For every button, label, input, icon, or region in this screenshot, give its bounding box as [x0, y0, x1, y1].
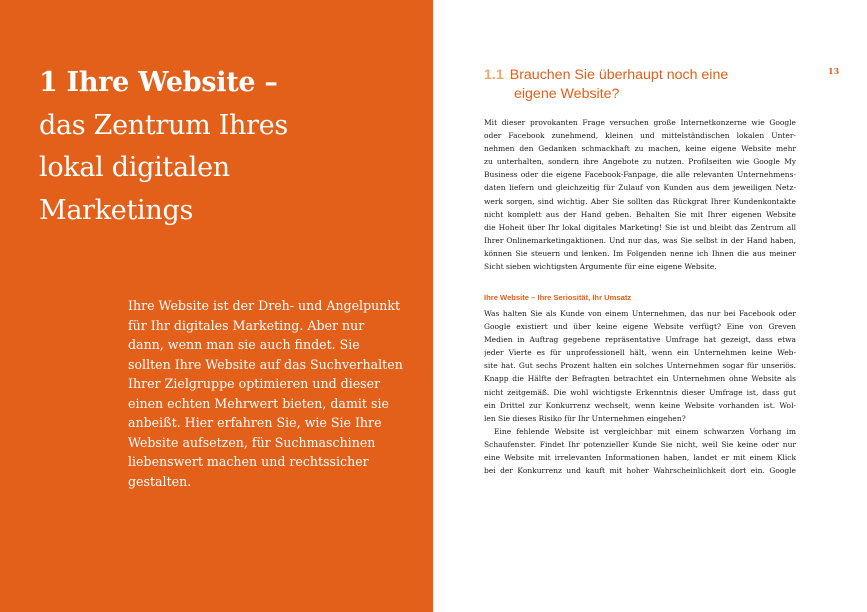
intro-line: dann, wenn man sie auch findet. Sie [128, 337, 360, 353]
intro-line: liebenswert machen und rechtssicher [128, 454, 369, 470]
intro-line: anbeißt. Hier erfahren Sie, wie Sie Ihre [128, 415, 382, 431]
page-number: 13 [828, 66, 840, 76]
body-line: nicht komplett aus der Hand geben. Behalten Sie mit Ihrer eigenen Website [484, 209, 796, 219]
chapter-title-line-3: lokal digitalen [39, 152, 230, 183]
body-line: eine Website mit irrelevanten Informationen haben, landet er mit einem Klick [484, 453, 796, 463]
left-page [0, 0, 433, 612]
subheading-block [484, 291, 796, 304]
body-line: oder Facebook zunehmend, kleinen und mittelständischen lokalen Unter- [484, 131, 796, 141]
body-line: jeder Vierte es für unprofessionell hält, wenn ein Unternehmen keine Web- [484, 348, 796, 358]
body-line: daten liefern und gleichzeitig für Zulauf von Kunden aus dem jeweiligen Netz- [484, 183, 796, 193]
intro-line: Website aufsetzen, für Suchmaschinen [128, 434, 376, 450]
body-paragraph-2 [484, 307, 796, 477]
chapter-title-line-2: das Zentrum Ihres [39, 109, 288, 141]
section-heading-line-1: 1.1 Brauchen Sie überhaupt noch eine [484, 67, 729, 83]
chapter-title-line-4: Marketings [39, 194, 194, 226]
body-line: nehmen den Gedanken schmackhaft zu machen, keine eigene Website mehr [484, 144, 796, 154]
intro-line: für Ihr digitales Marketing. Aber nur [128, 317, 365, 333]
body-line: Schaufenster. Findet Ihr potenzieller Kunde Sie nicht, weil Sie keine oder nur [484, 439, 796, 449]
intro-line: sollten Ihre Website auf das Suchverhalten [128, 356, 403, 372]
section-heading [484, 66, 804, 103]
body-line: Was halten Sie als Kunde von einem Unternehmen, das nur bei Facebook oder [484, 309, 796, 318]
body-line: Medien in Auftrag gegebene repräsentative Umfrage hat gezeigt, dass etwa [484, 335, 796, 345]
section-heading-line-2: eigene Website? [514, 85, 620, 102]
chapter-title-line-1: 1 Ihre Website – [39, 67, 278, 98]
body-line: zu unterhalten, sondern ihre Angebote zu nutzen. Profilseiten wie Google My [484, 157, 796, 167]
body-line: werk sorgen, sind wichtig. Aber Sie sollten das Rückgrat Ihrer Kundenkontakte [484, 196, 796, 206]
intro-line: Ihrer Zielgruppe optimieren und dieser [128, 376, 381, 392]
body-line: die Hoheit über Ihr lokal digitales Marketing! Sie ist und bleibt das Zentrum all [484, 222, 796, 232]
body-line: site hat. Gut sechs Prozent halten ein solches Unternehmen sogar für unseriös. [484, 361, 796, 371]
body-line: Eine fehlende Website ist vergleichbar mit einem schwarzen Vorhang im [494, 426, 796, 436]
intro-line: einen echten Mehrwert bieten, damit sie [128, 395, 389, 411]
body-line: Knapp die Hälfte der Befragten betrachtet ein Unternehmen ohne Website als [484, 374, 796, 384]
body-line: ein Drittel zur Konkurrenz wechselt, wenn keine Website vorhanden ist. Wol- [484, 400, 796, 410]
body-line: Ihrer Onlinemarketingaktionen. Und nur das, was Sie selbst in der Hand haben, [484, 235, 796, 245]
body-line: Business oder die eigene Facebook-Fanpage, die alle relevanten Unternehmens- [484, 170, 796, 180]
body-line: können Sie steuern und lenken. Im Folgenden nenne ich Ihnen die aus meiner [484, 248, 796, 258]
chapter-number: 1 [39, 67, 58, 98]
section-number: 1.1 [484, 67, 504, 83]
subheading: Ihre Website – Ihre Seriosität, Ihr Umsatz [484, 293, 632, 302]
body-line: Google existiert und über keine eigene Website verfügt? Eine von Greven [484, 322, 796, 332]
chapter-intro [128, 296, 403, 491]
body-line: bei der Konkurrenz und kauft mit hoher Wahrscheinlichkeit dort ein. Google [484, 466, 796, 476]
intro-line: gestalten. [128, 473, 192, 489]
intro-line: Ihre Website ist der Dreh- und Angelpunkt [128, 298, 401, 313]
body-line: nicht zeitgemäß. Die wohl wichtigste Erkenntnis dieser Umfrage ist, dass gut [484, 387, 796, 397]
body-paragraph-1 [484, 116, 796, 273]
chapter-title [39, 62, 419, 232]
body-line: len Sie dieses Risiko für Ihr Unternehmen eingehen? [484, 413, 686, 423]
body-line: Mit dieser provokanten Frage versuchen große Internetkonzerne wie Google [484, 118, 796, 127]
body-line: Sicht sieben wichtigsten Argumente für eine eigene Website. [484, 262, 717, 272]
